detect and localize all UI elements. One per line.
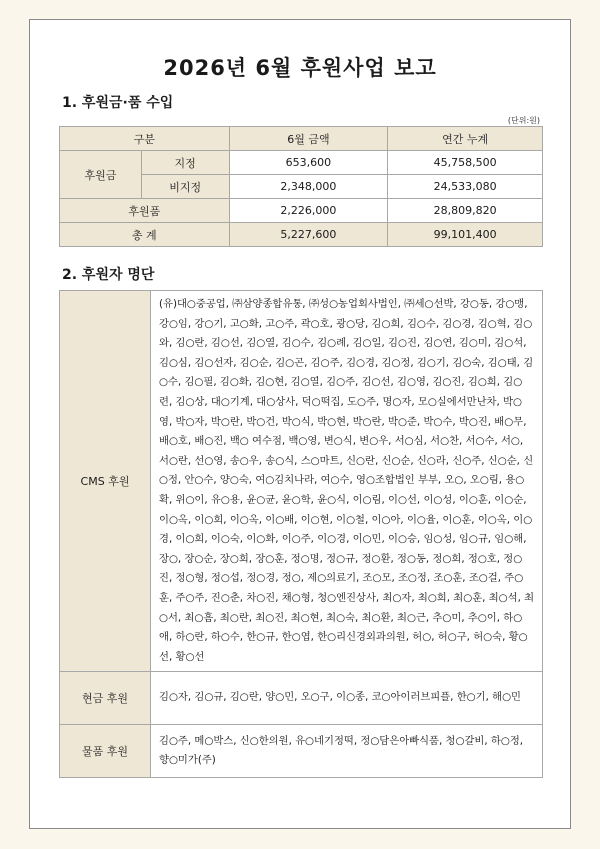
- cms-label: CMS 후원: [60, 291, 151, 672]
- row-monthly: 653,600: [229, 151, 388, 175]
- goods-donor-label: 물품 후원: [60, 725, 151, 778]
- total-monthly: 5,227,600: [229, 223, 388, 247]
- goods-label: 후원품: [60, 199, 230, 223]
- goods-monthly: 2,226,000: [229, 199, 388, 223]
- section-donors-heading: 2. 후원자 명단: [62, 267, 155, 283]
- cash-label: 현금 후원: [60, 672, 151, 725]
- row-label: 비지정: [141, 175, 229, 199]
- table-row: [60, 199, 543, 223]
- row-annual: 45,758,500: [388, 151, 543, 175]
- header-annual: 연간 누계: [388, 127, 543, 151]
- donation-group-label: 후원금: [60, 151, 142, 199]
- row-annual: 24,533,080: [388, 175, 543, 199]
- donor-row-cash: [60, 672, 543, 725]
- unit-label: (단위:원): [507, 116, 540, 125]
- donor-row-cms: [60, 291, 543, 672]
- cms-names: (유)대○중공업, ㈜삼양종합유통, ㈜성○농업회사법인, ㈜세○선박, 강○동, 강○맹, 강○임, 강○기, 고○화, 고○주, 곽○호, 광○당, 김○희, 김○수, 김○경, 김○혁, 김○와, 김○란, 김○선, 김○열, 김○수, 김○례, 김○일, 김○진, 김○연, 김○미, 김○석, 김○심, 김○선자, 김○순, 김○곤, 김○주, 김○경, 김○정, 김○기, 김○숙, 김○태, 김○수, 김○필, 김○화, 김○현, 김○열, 김○주, 김○선, 김○영, 김○진, 김○희, 김○련, 김○상, 대○기계, 대○상사, 덕○떡집, 도○주, 명○자, 모○실에서만난차, 박○영, 박○자, 박○란, 박○건, 박○식, 박○현, 박○란, 박○준, 박○수, 박○진, 배○무, 배○호, 배○진, 백○ 여수점, 백○영, 변○식, 변○우, 서○심, 서○찬, 서○수, 서○, 서○란, 선○영, 송○우, 송○식, 스○마트, 신○란, 신○순, 신○라, 신○주, 신○순, 신○정, 안○수, 양○숙, 여○김치나라, 여○수, 영○조합법인 부부, 오○, 오○림, 용○확, 위○이, 유○용, 윤○균, 윤○학, 윤○식, 이○림, 이○선, 이○성, 이○훈, 이○순, 이○옥, 이○희, 이○옥, 이○배, 이○현, 이○철, 이○아, 이○율, 이○훈, 이○옥, 이○경, 이○희, 이○숙, 이○화, 이○주, 이○경, 이○민, 이○승, 임○성, 임○규, 임○해, 장○, 장○순, 장○희, 장○훈, 정○명, 정○규, 정○환, 정○동, 정○희, 정○호, 정○진, 정○형, 정○섭, 정○경, 정○, 제○의료기, 조○모, 조○정, 조○훈, 조○걸, 주○훈, 주○주, 진○춘, 차○진, 채○형, 청○엔진상사, 최○자, 최○희, 최○훈, 최○석, 최○서, 최○흠, 최○란, 최○진, 최○현, 최○숙, 최○환, 최○근, 추○미, 추○이, 하○애, 하○란, 하○수, 한○규, 한○엽, 한○리신경외과의원, 허○, 허○구, 허○숙, 황○선, 황○선: [151, 291, 543, 672]
- row-label: 지정: [141, 151, 229, 175]
- total-label: 총 계: [60, 223, 230, 247]
- goods-names: 김○주, 메○박스, 신○한의원, 유○네기정떡, 정○담은아빠식품, 청○갈비, 하○정, 향○미가(주): [151, 725, 543, 778]
- header-monthly: 6월 금액: [229, 127, 388, 151]
- report-title: 2026년 6월 후원사업 보고: [163, 56, 437, 80]
- table-row: [60, 151, 543, 175]
- goods-annual: 28,809,820: [388, 199, 543, 223]
- header-category: 구분: [60, 127, 230, 151]
- total-annual: 99,101,400: [388, 223, 543, 247]
- report-page: [29, 19, 571, 829]
- income-table: [59, 126, 543, 247]
- donor-table: [59, 290, 543, 778]
- income-table-header: [60, 127, 543, 151]
- row-monthly: 2,348,000: [229, 175, 388, 199]
- cash-names: 김○자, 김○규, 김○란, 양○민, 오○구, 이○종, 코○아이러브피플, 한○기, 해○민: [151, 672, 543, 725]
- total-row: [60, 223, 543, 247]
- section-income-heading: 1. 후원금·품 수입: [62, 95, 174, 111]
- donor-row-goods: [60, 725, 543, 778]
